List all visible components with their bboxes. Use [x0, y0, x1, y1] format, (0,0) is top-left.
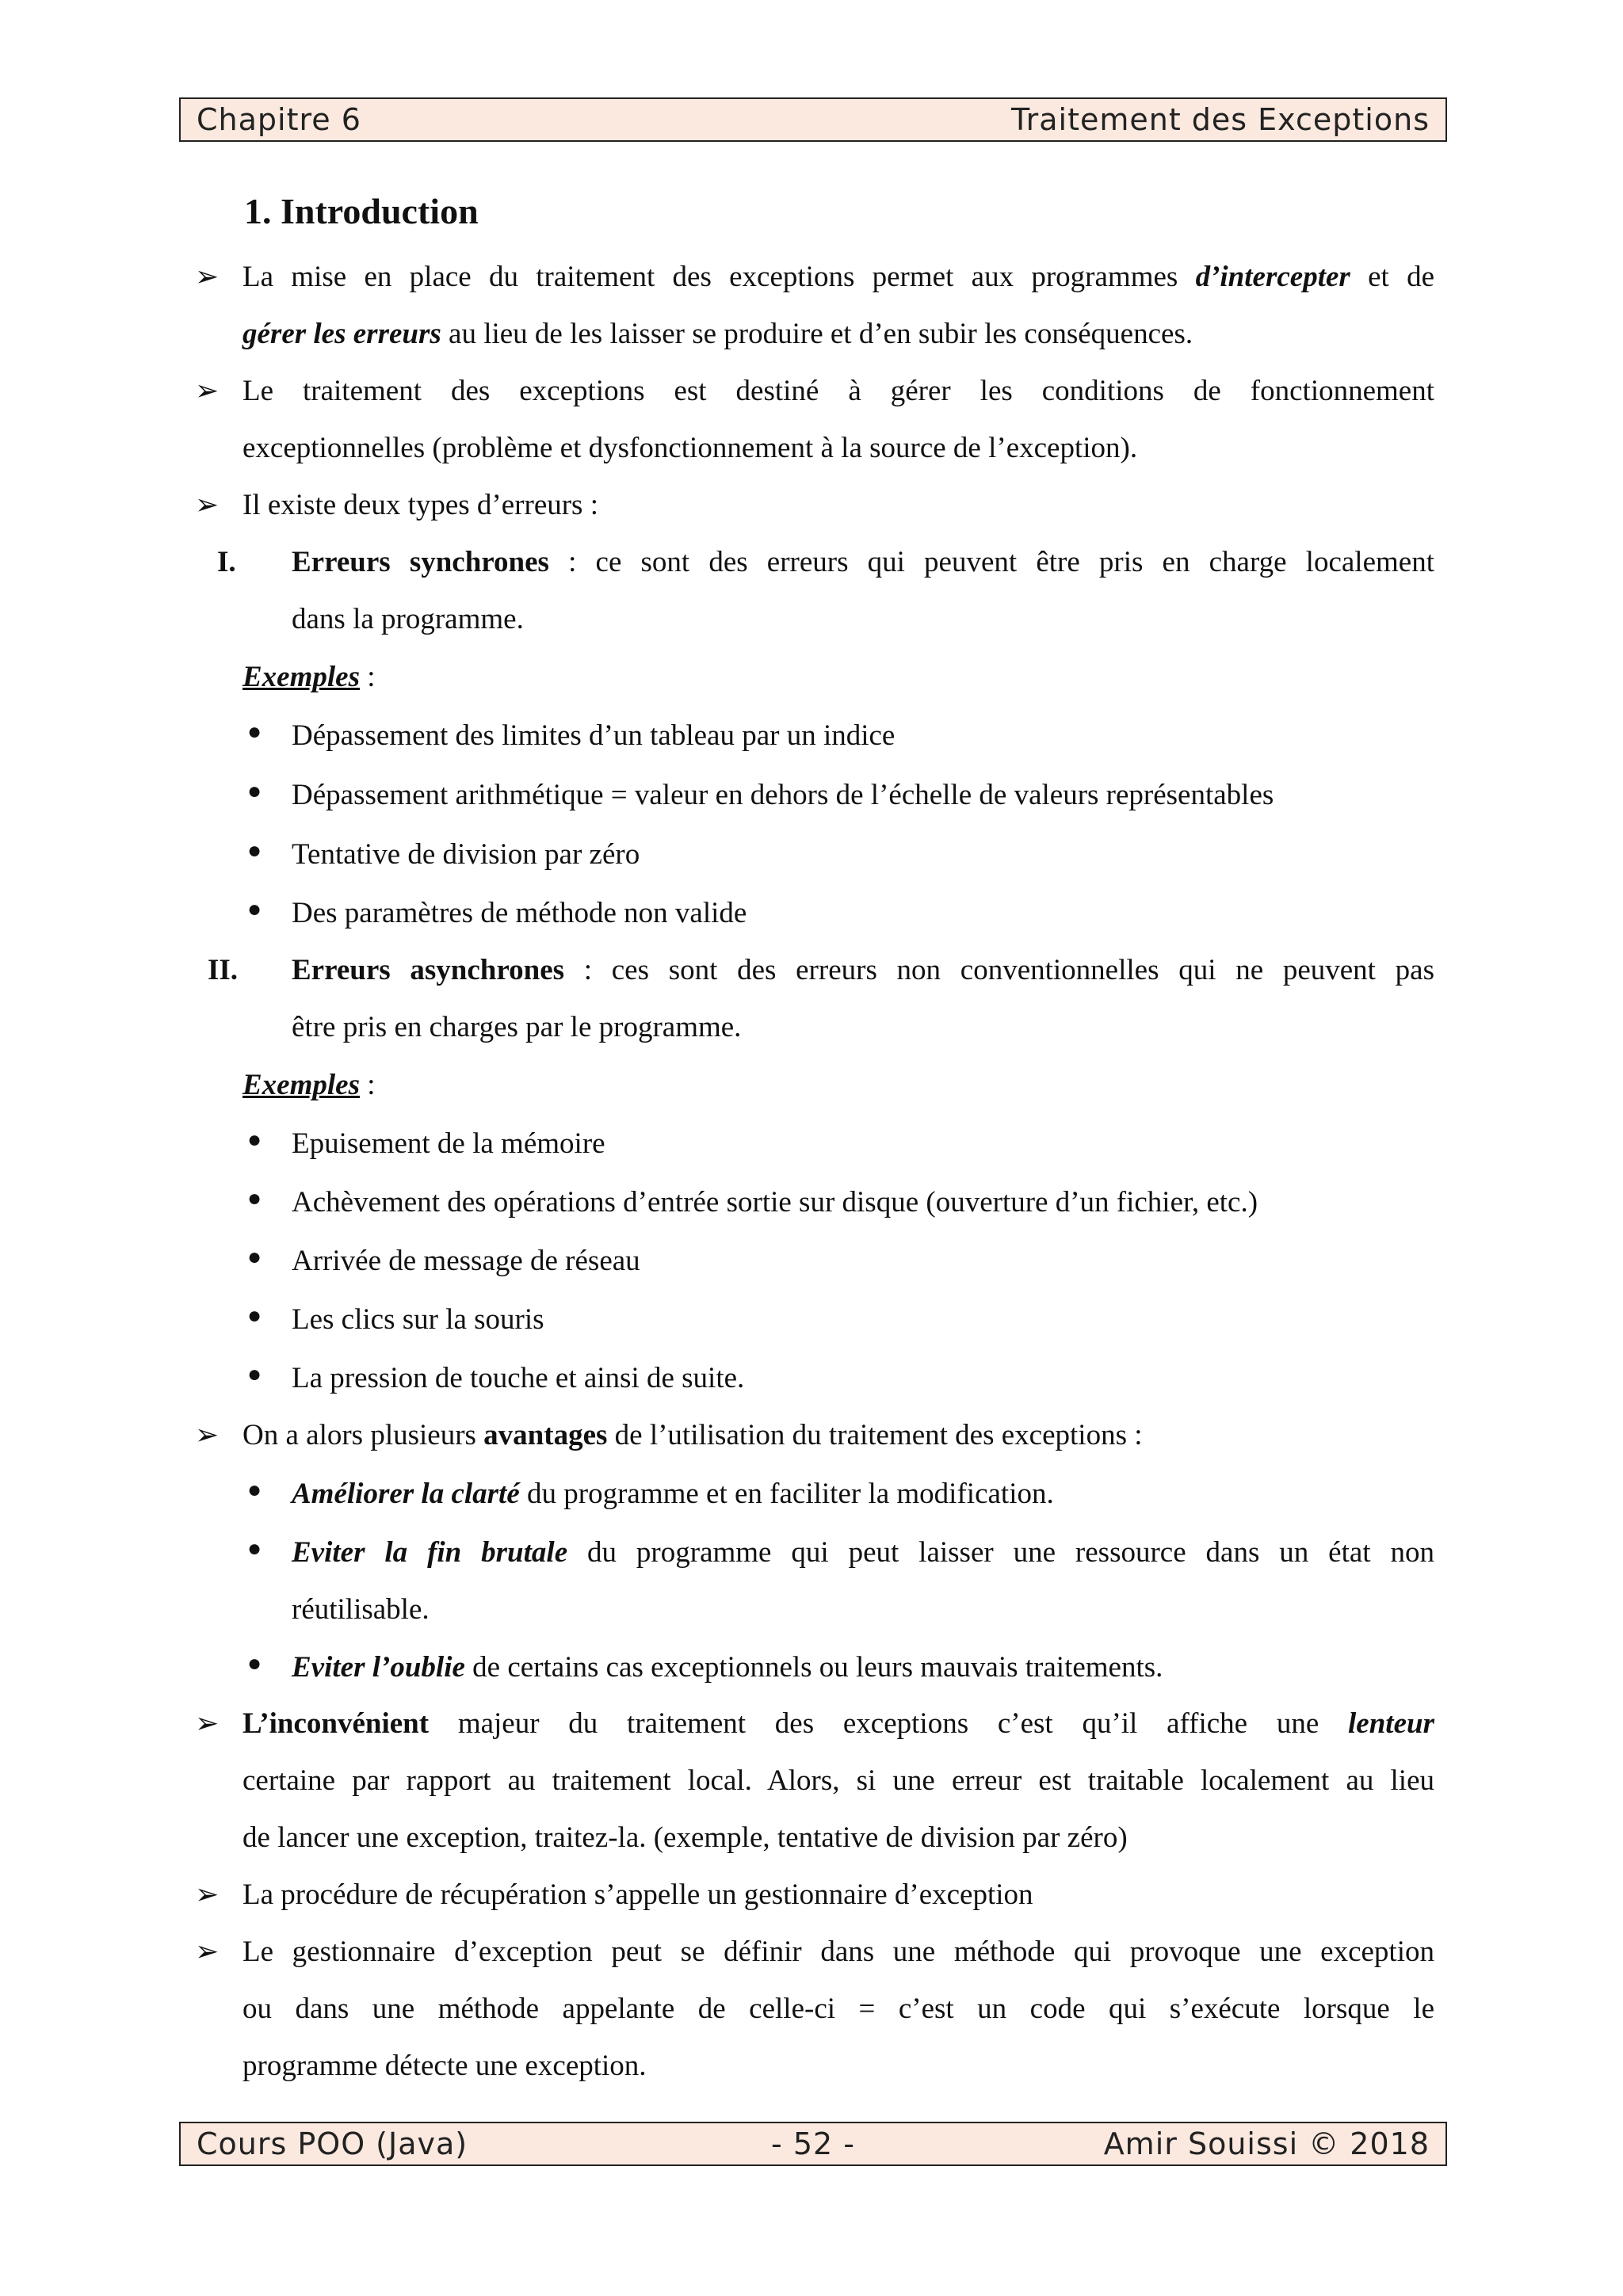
arrow-bullet-icon: ➢	[195, 1936, 220, 1967]
paragraph-line: ➢ Le gestionnaire d’exception peut se définir dans une méthode qui provoque une exception	[195, 1936, 1434, 1968]
paragraph-line: ➢ Le traitement des exceptions est destiné à gérer les conditions de fonctionnement	[195, 375, 1434, 407]
section-title: 1. Introduction	[244, 191, 479, 231]
page-number: - 52 -	[771, 2126, 855, 2161]
bullet-icon: ●	[247, 1650, 262, 1676]
bullet-icon: ●	[247, 1477, 262, 1503]
list-item: ● Achèvement des opérations d’entrée sortie sur disque (ouverture d’un fichier, etc.)	[247, 1185, 1258, 1219]
paragraph-line: ➢ On a alors plusieurs avantages de l’utilisation du traitement des exceptions :	[195, 1419, 1143, 1451]
paragraph-line: gérer les erreurs au lieu de les laisser se produire et d’en subir les conséquences.	[242, 318, 1193, 350]
error-type-synchronous: I. Erreurs synchrones : ce sont des erreurs qui peuvent être pris en charge localement	[217, 546, 1434, 578]
arrow-bullet-icon: ➢	[195, 489, 220, 521]
list-item: ● Epuisement de la mémoire	[247, 1127, 605, 1160]
list-item: ● Dépassement des limites d’un tableau par un indice	[247, 719, 896, 752]
bullet-icon: ●	[247, 1535, 262, 1562]
paragraph-line: réutilisable.	[292, 1593, 430, 1626]
examples-heading: Exemples :	[242, 1069, 376, 1101]
bullet-icon: ●	[247, 837, 262, 864]
paragraph-line: ➢ La procédure de récupération s’appelle un gestionnaire d’exception	[195, 1878, 1033, 1911]
arrow-bullet-icon: ➢	[195, 1419, 220, 1451]
paragraph-line: ➢ L’inconvénient majeur du traitement des exceptions c’est qu’il affiche une lenteur	[195, 1707, 1434, 1740]
paragraph-line: exceptionnelles (problème et dysfonctionnement à la source de l’exception).	[242, 432, 1138, 464]
list-item: ● Arrivée de message de réseau	[247, 1244, 640, 1277]
paragraph-line: ou dans une méthode appelante de celle-ci = c’est un code qui s’exécute lorsque le	[242, 1993, 1434, 2025]
list-item: ● Eviter l’oublie de certains cas exceptionnels ou leurs mauvais traitements.	[247, 1650, 1163, 1684]
page-header	[179, 97, 1447, 142]
list-item: ● Dépassement arithmétique = valeur en dehors de l’échelle de valeurs représentables	[247, 778, 1274, 811]
chapter-label: Chapitre 6	[197, 102, 361, 137]
paragraph-line: de lancer une exception, traitez-la. (exemple, tentative de division par zéro)	[242, 1821, 1128, 1854]
paragraph-line: ➢ La mise en place du traitement des exceptions permet aux programmes d’intercepter et de	[195, 261, 1434, 293]
paragraph-line: être pris en charges par le programme.	[292, 1011, 742, 1043]
bullet-icon: ●	[247, 778, 262, 804]
arrow-bullet-icon: ➢	[195, 375, 220, 406]
list-item: ● La pression de touche et ainsi de suite.	[247, 1361, 745, 1394]
error-type-asynchronous: II. Erreurs asynchrones : ces sont des erreurs non conventionnelles qui ne peuvent pas	[208, 954, 1434, 986]
bullet-icon: ●	[247, 1244, 262, 1270]
list-item: ● Améliorer la clarté du programme et en faciliter la modification.	[247, 1477, 1054, 1510]
chapter-title: Traitement des Exceptions	[1010, 102, 1430, 137]
examples-heading: Exemples :	[242, 661, 376, 693]
course-label: Cours POO (Java)	[197, 2126, 468, 2161]
list-item: ● Eviter la fin brutale du programme qui peut laisser une ressource dans un état non	[247, 1535, 1434, 1569]
paragraph-line: ➢ Il existe deux types d’erreurs :	[195, 489, 598, 521]
bullet-icon: ●	[247, 1127, 262, 1153]
arrow-bullet-icon: ➢	[195, 261, 220, 292]
bullet-icon: ●	[247, 1302, 262, 1329]
bullet-icon: ●	[247, 1361, 262, 1387]
paragraph-line: dans la programme.	[292, 603, 524, 635]
bullet-icon: ●	[247, 896, 262, 922]
bullet-icon: ●	[247, 1185, 262, 1211]
arrow-bullet-icon: ➢	[195, 1707, 220, 1739]
list-item: ● Les clics sur la souris	[247, 1302, 544, 1336]
bullet-icon: ●	[247, 719, 262, 745]
paragraph-line: certaine par rapport au traitement local. Alors, si une erreur est traitable localement au lieu	[242, 1764, 1434, 1797]
list-item: ● Des paramètres de méthode non valide	[247, 896, 747, 929]
paragraph-line: programme détecte une exception.	[242, 2050, 647, 2082]
page-footer	[179, 2122, 1447, 2166]
author-copyright: Amir Souissi © 2018	[1103, 2126, 1430, 2161]
arrow-bullet-icon: ➢	[195, 1878, 220, 1910]
list-item: ● Tentative de division par zéro	[247, 837, 640, 871]
